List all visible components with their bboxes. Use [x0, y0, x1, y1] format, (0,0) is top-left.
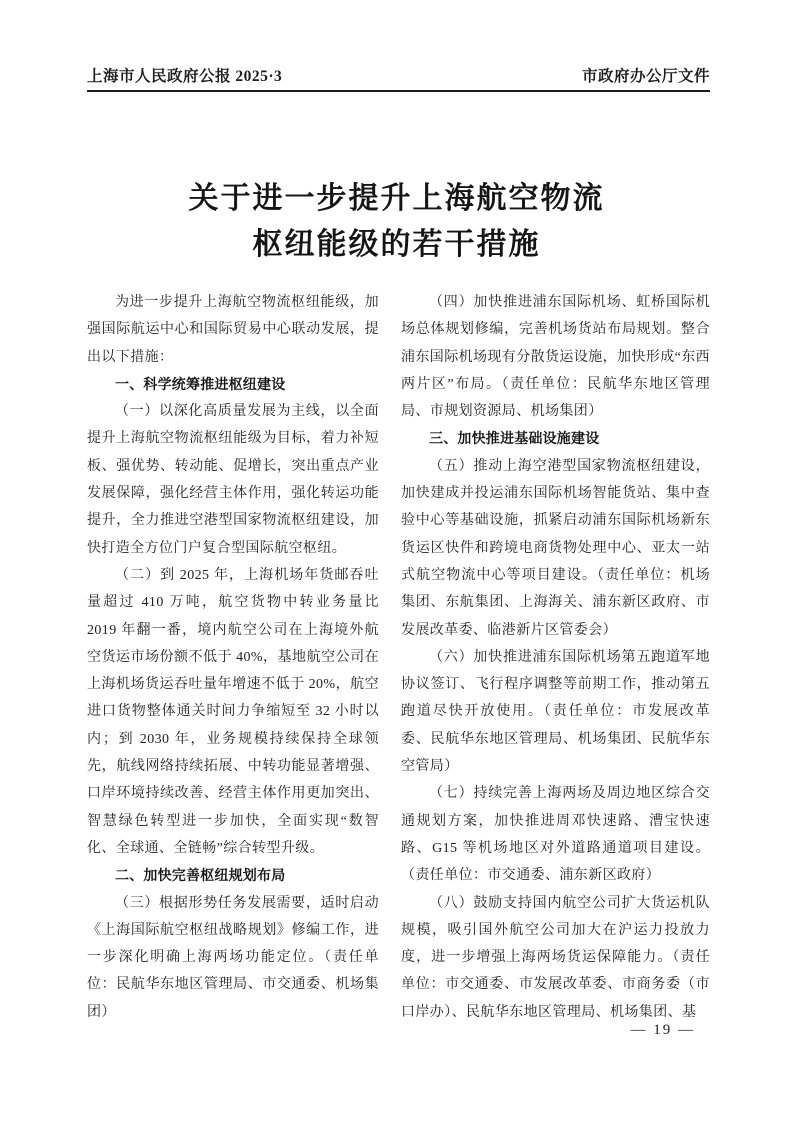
- clause-4-paragraph: （四）加快推进浦东国际机场、虹桥国际机场总体规划修编，完善机场货站布局规划。整合浦东国际机场现有分散货运设施，加快形成“东西两片区”布局。（责任单位：民航华东地区管理局、市规划资源局、机场集团）: [401, 295, 711, 420]
- document-source: 市政府办公厅文件: [581, 68, 710, 85]
- header-rule: [87, 90, 710, 92]
- intro-paragraph: 为进一步提升上海航空物流枢纽能级，加强国际航运中心和国际贸易中心联动发展，提出以下措施：: [87, 295, 379, 365]
- page-number: — 19 —: [630, 1022, 695, 1038]
- section-3-heading: 三、加快推进基础设施建设: [429, 430, 600, 447]
- document-title-line2: 枢纽能级的若干措施: [252, 228, 541, 261]
- body-columns: [87, 289, 710, 1026]
- clause-3-paragraph: （三）根据形势任务发展需要，适时启动《上海国际航空枢纽战略规划》修编工作，进一步深化明确上海两场功能定位。（责任单位：民航华东地区管理局、市交通委、机场集团）: [87, 895, 379, 1020]
- section-1-heading: 一、科学统筹推进枢纽建设: [115, 375, 286, 392]
- clause-7-paragraph: （七）持续完善上海两场及周边地区综合交通规划方案，加快推进周邓快速路、漕宝快速路、G15 等机场地区对外道路通道项目建设。（责任单位：市交通委、浦东新区政府）: [401, 786, 710, 884]
- clause-6-paragraph: （六）加快推进浦东国际机场第五跑道军地协议签订、飞行程序调整等前期工作，推动第五跑道尽快开放使用。（责任单位：市发展改革委、民航华东地区管理局、机场集团、民航华东空管局）: [401, 649, 710, 775]
- left-column: [87, 289, 379, 1026]
- running-header: [87, 64, 710, 86]
- document-title-line1: 关于进一步提升上海航空物流: [188, 182, 605, 215]
- document-title: [0, 176, 793, 268]
- clause-1-paragraph: （一）以深化高质量发展为主线，以全面提升上海航空物流枢纽能级为目标，着力补短板、强优势、转动能、促增长，突出重点产业发展保障，强化经营主体作用，强化转运功能提升，全力推进空港型国家物流枢纽建设，加快打造全方位门户复合型国际航空枢纽。: [87, 404, 379, 556]
- clause-2-paragraph: （二）到 2025 年，上海机场年货邮吞吐量超过 410 万吨，航空货物中转业务量比 2019 年翻一番，境内航空公司在上海境外航空货运市场份额不低于 40%，基地航空公司在上海机场货运吞吐量年增速不低于 20%，航空进口货物整体通关时间力争缩短至 32 小时以内；到 2030 年，业务规模持续保持全球领先，航线网络持续拓展、中转功能显著增强、口岸环境持续改善、经营主体作用更加突出、智慧绿色转型进一步加快，全面实现“数智化、全球通、全链畅”综合转型升级。: [87, 567, 379, 856]
- clause-5-paragraph: （五）推动上海空港型国家物流枢纽建设，加快建成并投运浦东国际机场智能货站、集中查验中心等基础设施，抓紧启动浦东国际机场新东货运区快件和跨境电商货物处理中心、亚太一站式航空物流中心等项目建设。（责任单位：机场集团、东航集团、上海海关、浦东新区政府、市发展改革委、临港新片区管委会）: [401, 458, 710, 638]
- gazette-title: 上海市人民政府公报 2025·3: [87, 68, 283, 85]
- right-column: [401, 289, 710, 1026]
- clause-8-paragraph: （八）鼓励支持国内航空公司扩大货运机队规模，吸引国外航空公司加大在沪运力投放力度，进一步增强上海两场货运保障能力。（责任单位：市交通委、市发展改革委、市商务委（市口岸办）、民航华东地区管理局、机场集团、基: [401, 895, 710, 1020]
- section-2-heading: 二、加快完善枢纽规划布局: [115, 867, 286, 884]
